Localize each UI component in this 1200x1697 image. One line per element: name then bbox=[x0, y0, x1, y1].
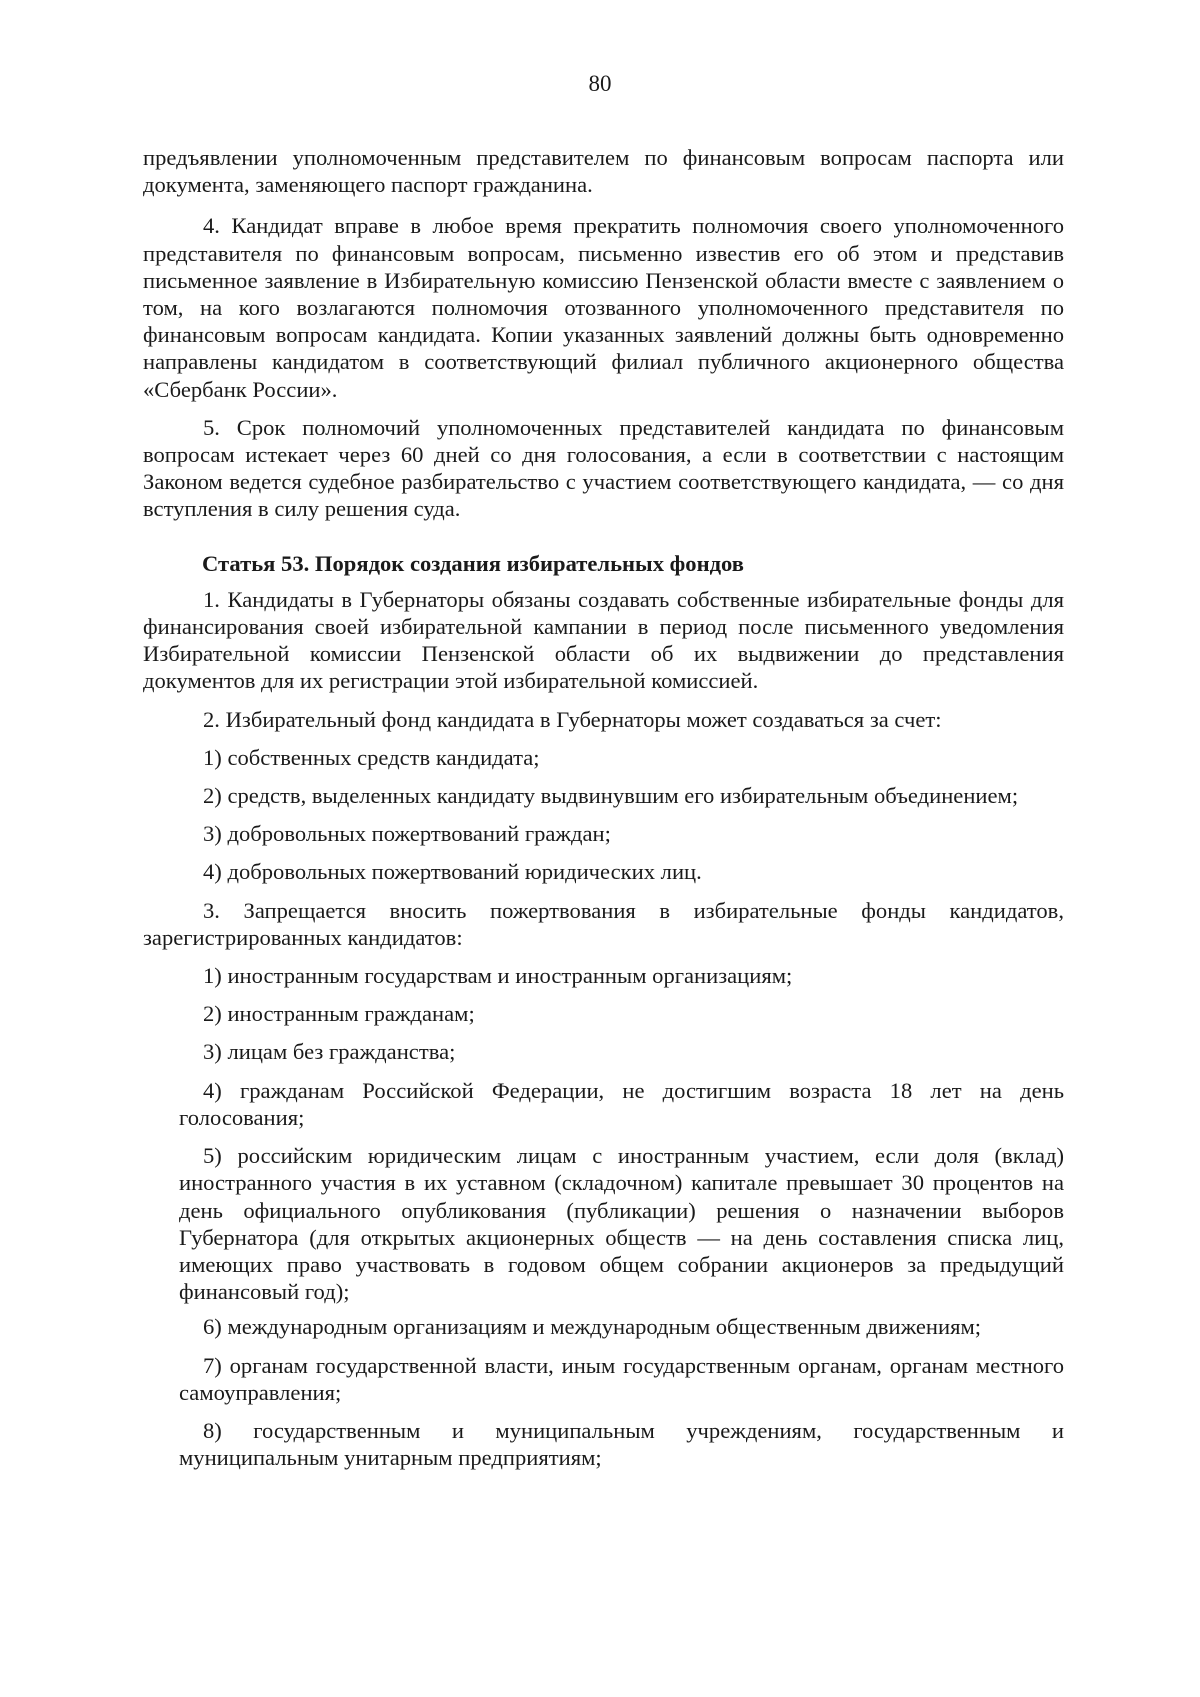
list-item: 1) иностранным государствам и иностранным организациям; bbox=[203, 963, 793, 989]
article-53-paragraph-2: 2. Избирательный фонд кандидата в Губернаторы может создаваться за счет: bbox=[203, 706, 942, 732]
list-item: 7) органам государственной власти, иным государственным органам, органам местного самоуправления; bbox=[179, 1352, 1064, 1405]
list-item: 6) международным организациям и международным общественным движениям; bbox=[203, 1314, 982, 1340]
document-body bbox=[143, 144, 1064, 1482]
list-item: 2) средств, выделенных кандидату выдвинувшим его избирательным объединением; bbox=[203, 783, 1019, 809]
paragraph-continuation: предъявлении уполномоченным представителем по финансовым вопросам паспорта или документа, заменяющего паспорт гражданина. bbox=[143, 145, 1064, 198]
list-item: 5) российским юридическим лицам с иностранным участием, если доля (вклад) иностранного участия в их уставном (складочном) капитале превышает 30 процентов на день официального опубликования (публикации) решения о назначении выборов Губернатора (для открытых акционерных обществ — на день составления списка лиц, имеющих право участвовать в годовом общем собрании акционеров за предыдущий финансовый год); bbox=[179, 1143, 1064, 1305]
paragraph-4: 4. Кандидат вправе в любое время прекратить полномочия своего уполномоченного представителя по финансовым вопросам, письменно известив его об этом и представив письменное заявление в Избирательную комиссию Пензенской области вместе с заявлением о том, на кого возлагаются полномочия отозванного уполномоченного представителя по финансовым вопросам кандидата. Копии указанных заявлений должны быть одновременно направлены кандидатом в соответствующий филиал публичного акционерного общества «Сбербанк России». bbox=[143, 213, 1064, 402]
article-53-paragraph-3: 3. Запрещается вносить пожертвования в избирательные фонды кандидатов, зарегистрированных кандидатов: bbox=[143, 897, 1064, 950]
list-item: 1) собственных средств кандидата; bbox=[203, 744, 540, 770]
list-item: 2) иностранным гражданам; bbox=[203, 1001, 475, 1027]
article-53-paragraph-1: 1. Кандидаты в Губернаторы обязаны создавать собственные избирательные фонды для финансирования своей избирательной кампании в период после письменного уведомления Избирательной комиссии Пензенской области об их выдвижении до представления документов для их регистрации этой избирательной комиссией. bbox=[143, 586, 1064, 694]
list-item: 3) лицам без гражданства; bbox=[203, 1039, 456, 1065]
page-number: 80 bbox=[588, 71, 612, 96]
article-53-heading: Статья 53. Порядок создания избирательных фондов bbox=[202, 550, 744, 576]
paragraph-5: 5. Срок полномочий уполномоченных представителей кандидата по финансовым вопросам истекает через 60 дней со дня голосования, а если в соответствии с настоящим Законом ведется судебное разбирательство с участием соответствующего кандидата, — со дня вступления в силу решения суда. bbox=[143, 414, 1064, 522]
list-item: 3) добровольных пожертвований граждан; bbox=[203, 821, 611, 847]
list-item: 4) добровольных пожертвований юридических лиц. bbox=[203, 859, 702, 885]
list-item: 8) государственным и муниципальным учреждениям, государственным и муниципальным унитарным предприятиям; bbox=[179, 1417, 1064, 1471]
list-item: 4) гражданам Российской Федерации, не достигшим возраста 18 лет на день голосования; bbox=[179, 1077, 1064, 1130]
